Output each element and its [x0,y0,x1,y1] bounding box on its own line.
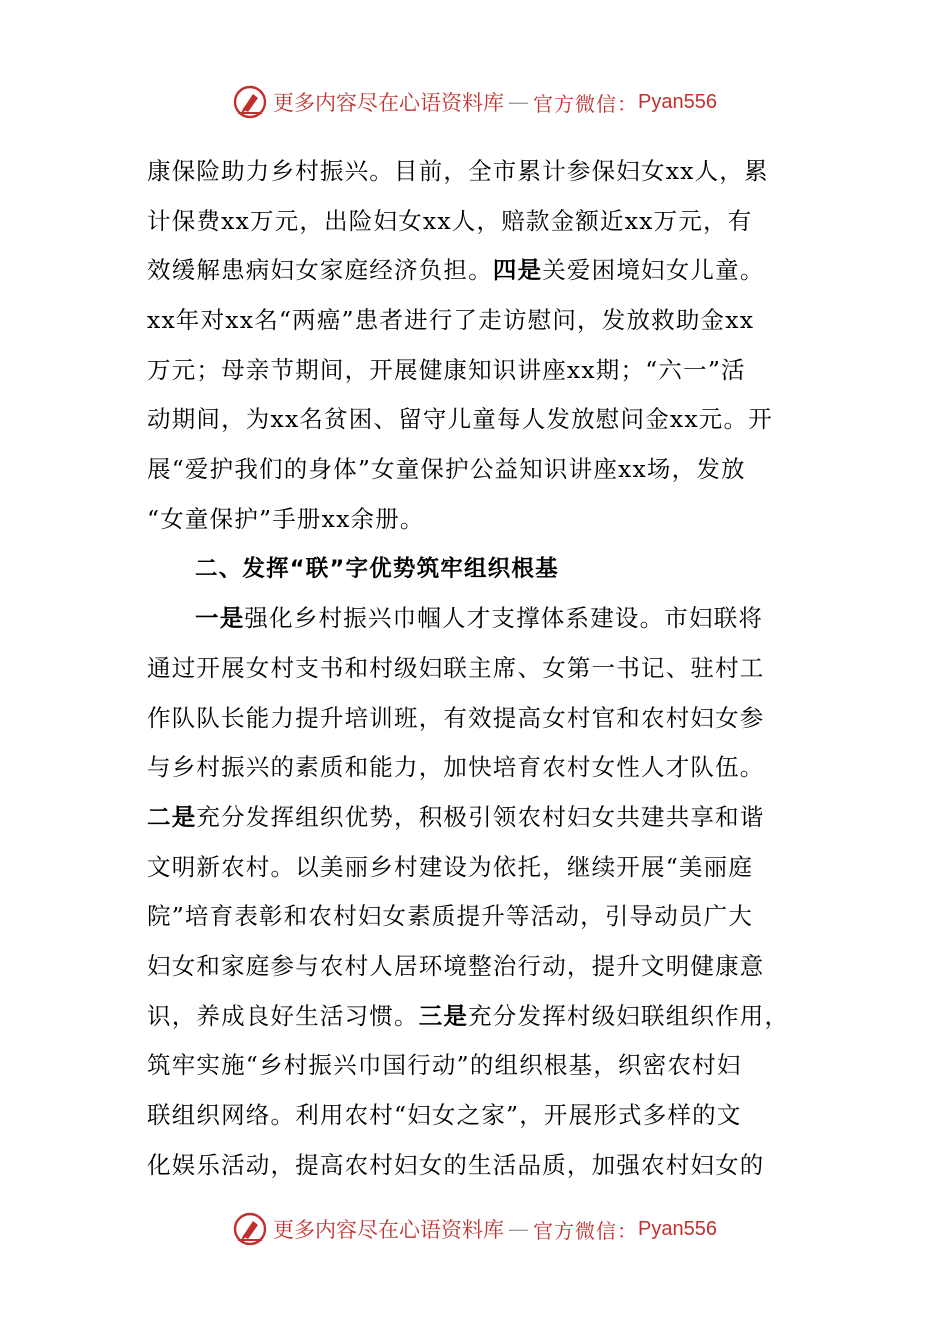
line-text: 充分发挥组织优势，积极引领农村妇女共建共享和谐 [196,802,765,831]
text-line [147,197,807,247]
footer-banner [0,1209,950,1249]
text-line: 妇女和家庭参与农村人居环境整治行动，提升文明健康意 [147,952,765,980]
text-line: 文明新农村。以美丽乡村建设为依托，继续开展“美丽庭 [147,852,754,881]
header-banner [0,82,950,122]
text-line: 联组织网络。利用农村“妇女之家”，开展形式多样的文 [147,1101,742,1130]
line-text: 计保费xx万元，出险妇女xx人，赔款金额近xx万元，有 [147,206,753,235]
banner-separator: — [508,1217,530,1241]
bold-marker: 三是 [418,1001,469,1030]
bold-marker: 四是 [492,256,543,285]
document-body [147,147,807,1190]
line-text: 关爱困境妇女儿童。 [542,256,765,285]
text-line: 与乡村振兴的素质和能力，加快培育农村女性人才队伍。 [147,753,765,782]
banner-text: 更多内容尽在心语资料库 [273,1218,505,1242]
text-line [147,246,807,296]
line-text: “女童保护”手册xx余册。 [147,504,425,533]
text-line: 化娱乐活动，提高农村妇女的生活品质，加强农村妇女的 [147,1150,765,1179]
banner-weixin-label: 官方微信： [533,91,639,116]
text-line [147,992,807,1042]
text-line [147,395,807,445]
line-text: 动期间，为xx名贫困、留守儿童每人发放慰问金xx元。开 [147,405,773,434]
banner-id: Pyan556 [638,90,717,113]
line-text: 充分发挥村级妇联组织作用， [468,1001,790,1030]
section-heading: 二、发挥“联”字优势筑牢组织根基 [195,555,559,582]
line-text: 效缓解患病妇女家庭经济负担。 [147,256,493,285]
banner-text: 更多内容尽在心语资料库 [273,91,505,115]
line-text: 康保险助力乡村振兴。目前，全市累计参保妇女xx人，累 [147,157,769,185]
line-text: xx年对xx名“两癌”患者进行了走访慰问，发放救助金xx [147,306,755,335]
text-line [147,594,807,644]
pen-nib-logo-icon [233,85,267,119]
text-line [147,495,807,545]
text-line [147,147,807,197]
text-line [147,445,807,495]
text-line [147,296,807,346]
text-line [147,346,807,396]
text-line [147,793,807,843]
bold-marker: 二是 [147,802,197,831]
text-line: 作队队长能力提升培训班，有效提高女村官和农村妇女参 [147,703,765,732]
banner-id: Pyan556 [638,1217,717,1240]
bold-marker: 一是 [195,604,245,633]
pen-nib-logo-icon [233,1212,267,1246]
text-line: 筑牢实施“乡村振兴巾国行动”的组织根基，织密农村妇 [147,1051,742,1080]
line-text: 识，养成良好生活习惯。 [147,1001,419,1030]
text-line: 院”培育表彰和农村妇女素质提升等活动，引导动员广大 [147,902,754,931]
banner-separator: — [508,90,530,114]
text-line: 通过开展女村支书和村级妇联主席、女第一书记、驻村工 [147,653,765,682]
line-text: 万元；母亲节期间，开展健康知识讲座xx期；“六一”活 [147,355,746,384]
line-text: 强化乡村振兴巾帼人才支撑体系建设。市妇联将 [244,604,764,633]
line-text: 展“爱护我们的身体”女童保护公益知识讲座xx场，发放 [147,455,746,484]
banner-weixin-label: 官方微信： [533,1218,639,1243]
